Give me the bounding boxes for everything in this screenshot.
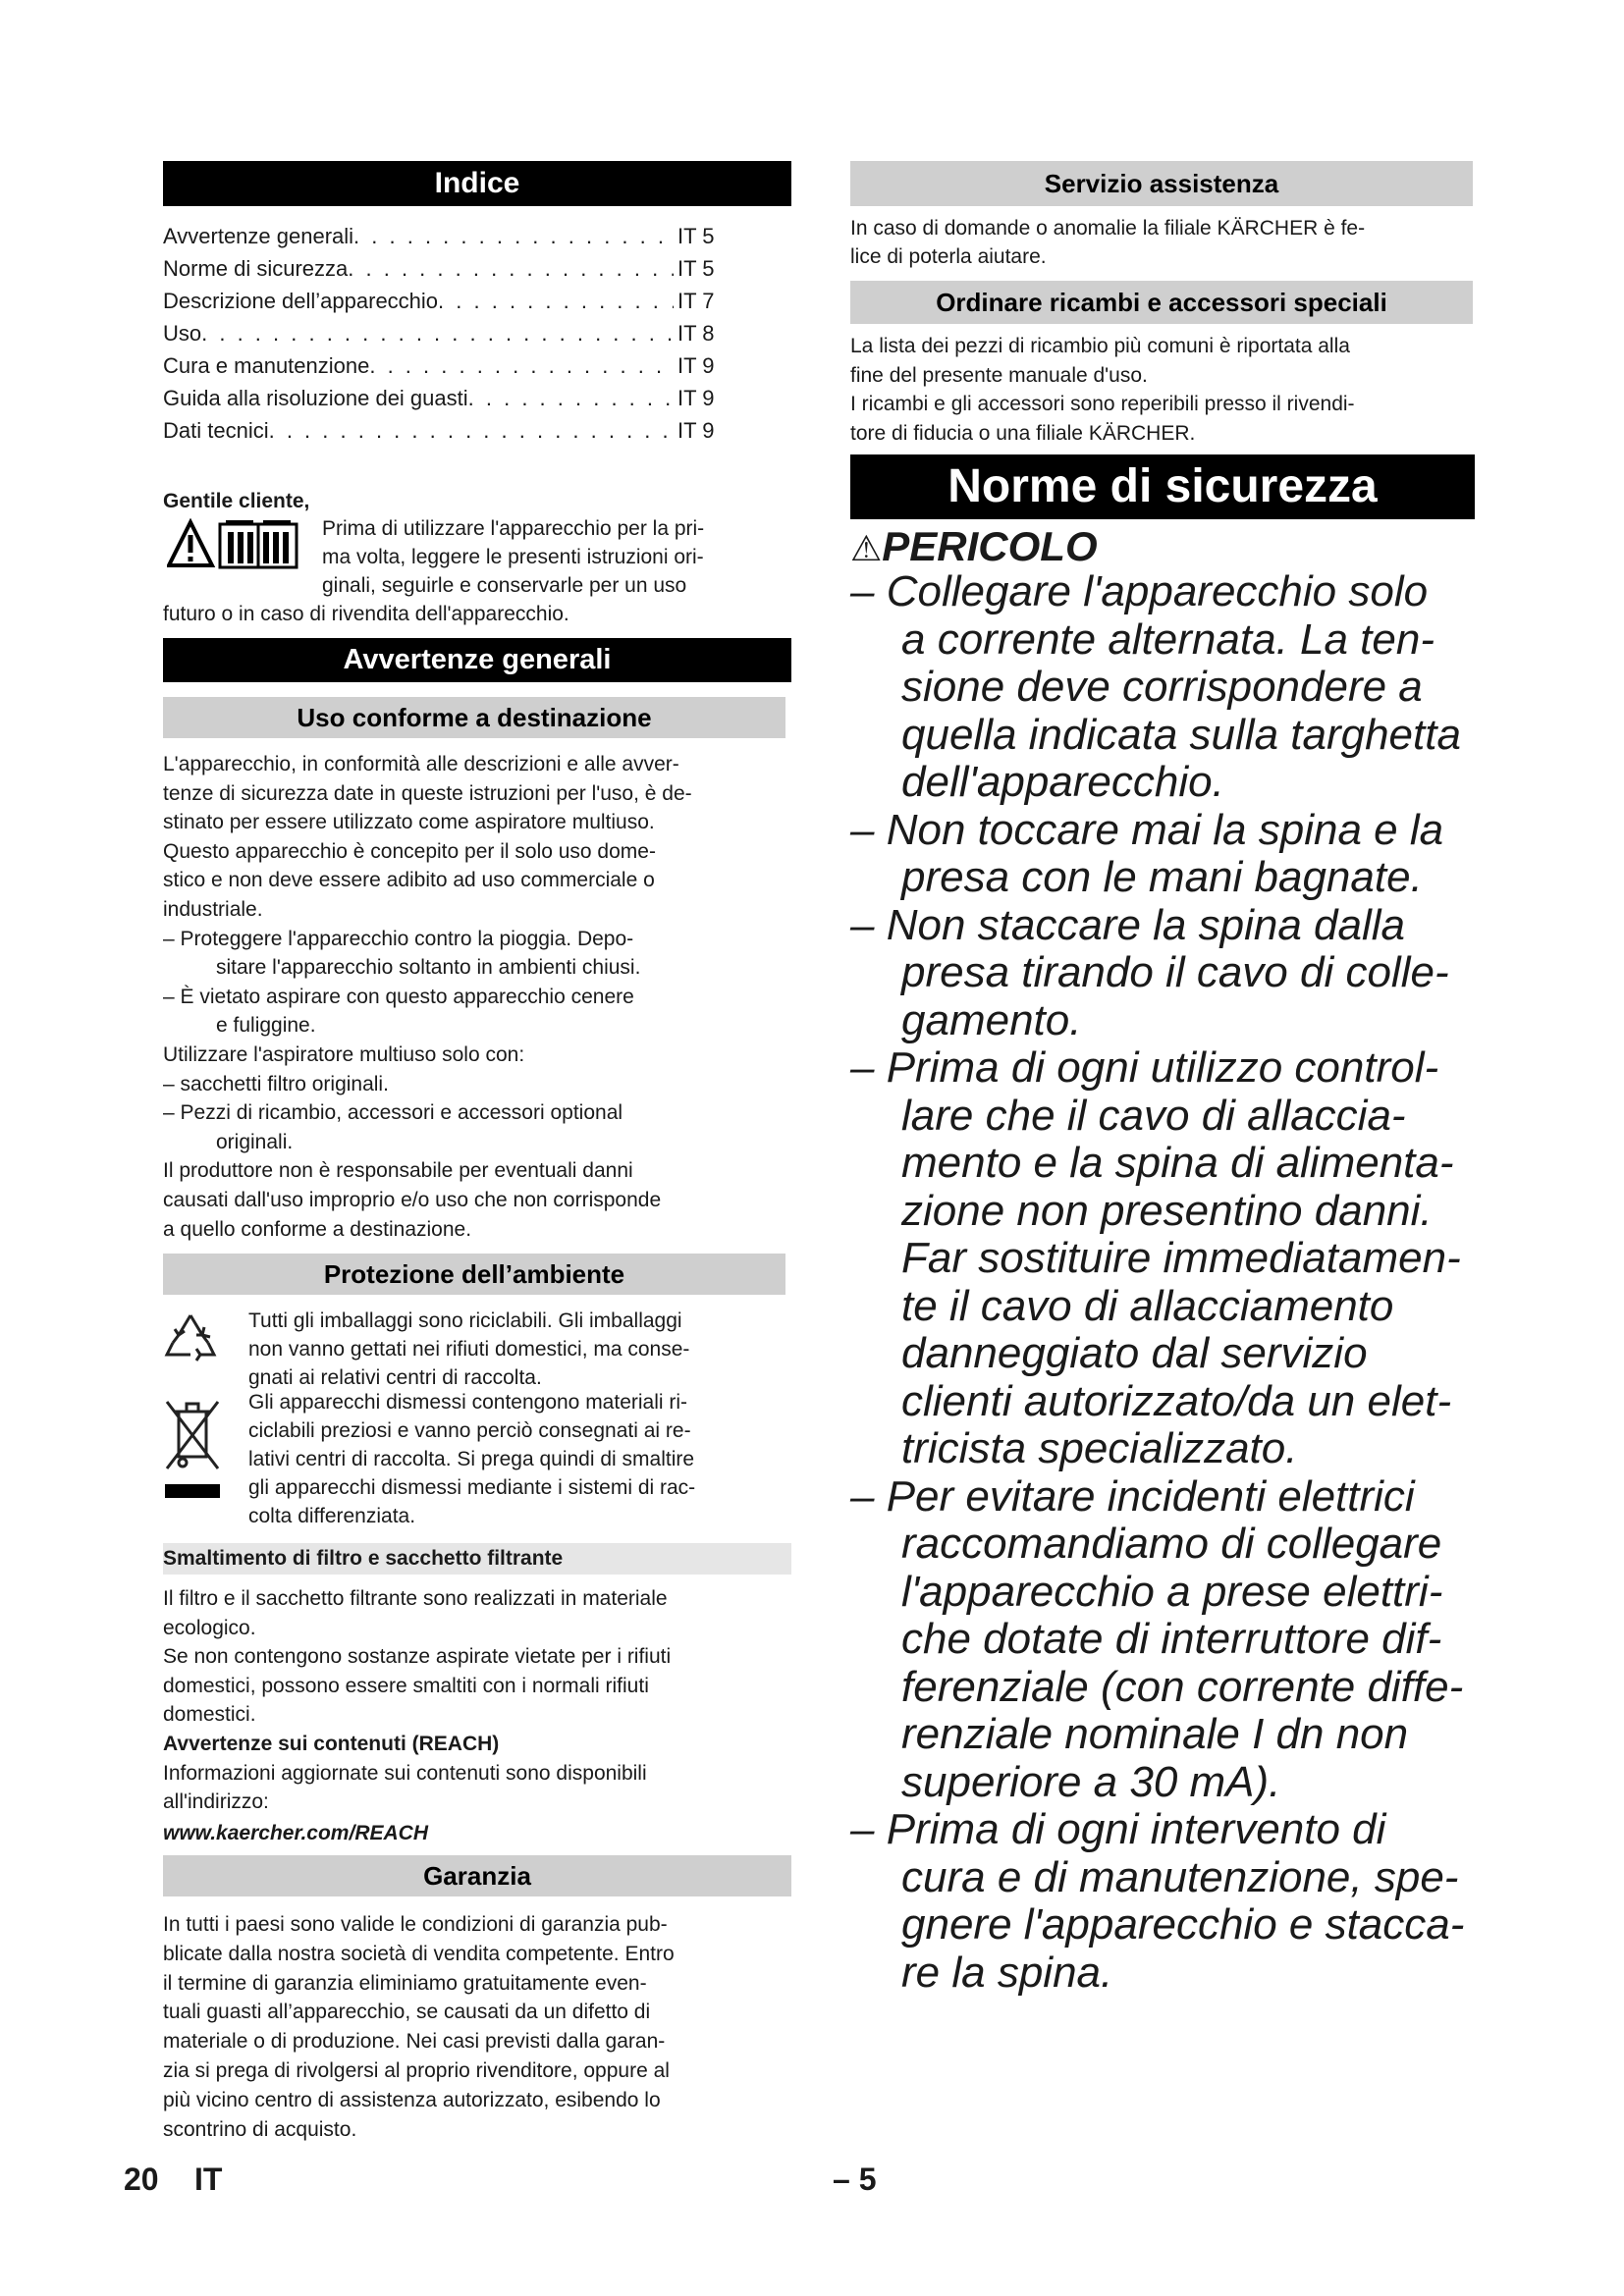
toc-page: IT 9 bbox=[677, 418, 715, 443]
filter-disposal-text bbox=[163, 1584, 791, 1847]
subsection-title-parts: Ordinare ricambi e accessori speciali bbox=[850, 281, 1473, 324]
bullet-line: – Pezzi di ricambio, accessori e accessori optional bbox=[163, 1101, 623, 1125]
danger-item-line: – Non staccare la spina dalla bbox=[850, 900, 1405, 949]
toc-entry[interactable] bbox=[163, 220, 723, 252]
toc-label: Avvertenze generali bbox=[163, 224, 354, 248]
danger-item-line: re la spina. bbox=[901, 1948, 1113, 1997]
danger-item-line: raccomandiamo di collegare bbox=[901, 1520, 1442, 1568]
text-line: più vicino centro di assistenza autorizzato, esibendo lo bbox=[163, 2088, 661, 2111]
environment-weee-text bbox=[248, 1388, 798, 1530]
text-line: Se non contengono sostanze aspirate vietate per i rifiuti bbox=[163, 1645, 672, 1669]
danger-item-line: che dotate di interruttore dif- bbox=[901, 1615, 1442, 1663]
text-line: ma volta, leggere le presenti istruzioni ori- bbox=[322, 546, 704, 568]
subsection-title-service: Servizio assistenza bbox=[850, 161, 1473, 206]
danger-item-line: danneggiato dal servizio bbox=[901, 1329, 1368, 1377]
language-code: IT bbox=[194, 2162, 223, 2197]
toc-label: Dati tecnici bbox=[163, 418, 269, 443]
recycle-icon bbox=[163, 1309, 218, 1375]
danger-item-line: gnere l'apparecchio e stacca- bbox=[901, 1900, 1465, 1949]
greeting-last-line: futuro o in caso di rivendita dell'apparecchio. bbox=[163, 603, 569, 625]
text-line: gnati ai relativi centri di raccolta. bbox=[248, 1366, 542, 1389]
text-line: Informazioni aggiornate sui contenuti sono disponibili bbox=[163, 1761, 647, 1785]
danger-item-line: te il cavo di allacciamento bbox=[901, 1281, 1394, 1330]
danger-item-line: zione non presentino danni. bbox=[901, 1186, 1433, 1235]
text-line: industriale. bbox=[163, 897, 263, 921]
danger-item-line: ferenziale (con corrente diffe- bbox=[901, 1662, 1464, 1711]
text-line: lativi centri di raccolta. Si prega quindi di smaltire bbox=[248, 1448, 695, 1470]
bullet-continuation: e fuliggine. bbox=[216, 1014, 316, 1038]
text-line: I ricambi e gli accessori sono reperibili presso il rivendi- bbox=[850, 393, 1355, 415]
danger-item-line: presa con le mani bagnate. bbox=[901, 853, 1423, 901]
text-line: ciclabili preziosi e vanno perciò consegnati ai re- bbox=[248, 1419, 691, 1442]
danger-item-line: presa tirando il cavo di colle- bbox=[901, 948, 1449, 996]
text-line: materiale o di produzione. Nei casi previsti dalla garan- bbox=[163, 2030, 666, 2054]
danger-item-line: dell'apparecchio. bbox=[901, 758, 1224, 806]
text-line: In caso di domande o anomalie la filiale KÄRCHER è fe- bbox=[850, 217, 1366, 240]
subsection-title-use: Uso conforme a destinazione bbox=[163, 697, 785, 738]
toc-label: Descrizione dell’apparecchio bbox=[163, 289, 439, 313]
text-line: stico e non deve essere adibito ad uso commerciale o bbox=[163, 869, 655, 892]
danger-item-line: quella indicata sulla targhetta bbox=[901, 710, 1461, 759]
text-line: Utilizzare l'aspiratore multiuso solo con: bbox=[163, 1042, 525, 1066]
bullet-continuation: originali. bbox=[216, 1130, 294, 1153]
toc-label: Guida alla risoluzione dei guasti bbox=[163, 386, 468, 410]
toc-page: IT 9 bbox=[677, 386, 715, 410]
toc-entry[interactable] bbox=[163, 382, 723, 414]
reach-link[interactable]: www.kaercher.com/REACH bbox=[163, 1821, 428, 1844]
toc-entry[interactable] bbox=[163, 285, 723, 317]
danger-item-line: a corrente alternata. La ten- bbox=[901, 614, 1435, 664]
warranty-text bbox=[163, 1910, 791, 2144]
section-title-general: Avvertenze generali bbox=[163, 638, 791, 682]
text-line: scontrino di acquisto. bbox=[163, 2117, 357, 2141]
reach-title: Avvertenze sui contenuti (REACH) bbox=[163, 1732, 500, 1755]
greeting-title: Gentile cliente, bbox=[163, 490, 310, 512]
danger-item-line: Far sostituire immediatamen- bbox=[901, 1234, 1461, 1282]
bullet-line: – È vietato aspirare con questo apparecchio cenere bbox=[163, 985, 634, 1008]
toc-entry[interactable] bbox=[163, 414, 723, 447]
text-line: In tutti i paesi sono valide le condizioni di garanzia pub- bbox=[163, 1913, 668, 1936]
text-line: zia si prega di rivolgersi al proprio rivenditore, oppure al bbox=[163, 2058, 670, 2082]
text-line: tore di fiducia o una filiale KÄRCHER. bbox=[850, 421, 1196, 445]
bullet-continuation: sitare l'apparecchio soltanto in ambienti chiusi. bbox=[216, 956, 641, 980]
bullet-line: – sacchetti filtro originali. bbox=[163, 1072, 389, 1095]
text-line: all'indirizzo: bbox=[163, 1790, 269, 1814]
danger-item-line: cura e di manutenzione, spe- bbox=[901, 1852, 1459, 1901]
text-line: ecologico. bbox=[163, 1616, 256, 1639]
danger-item-line: lare che il cavo di allaccia- bbox=[901, 1091, 1406, 1140]
danger-item-line: – Collegare l'apparecchio solo bbox=[850, 567, 1429, 615]
text-line: Il filtro e il sacchetto filtrante sono realizzati in materiale bbox=[163, 1587, 668, 1610]
toc-label: Uso bbox=[163, 321, 202, 346]
danger-item-line: tricista specializzato. bbox=[901, 1424, 1298, 1472]
danger-label: PERICOLO bbox=[882, 523, 1098, 569]
text-line: blicate dalla nostra società di vendita competente. Entro bbox=[163, 1942, 675, 1965]
toc-page: IT 7 bbox=[677, 289, 715, 313]
text-line: tenze di sicurezza date in queste istruzioni per l'uso, è de- bbox=[163, 781, 692, 805]
page-number-left: 20 bbox=[124, 2162, 159, 2197]
danger-item-line: – Prima di ogni intervento di bbox=[850, 1805, 1386, 1853]
wheelie-bin-crossed-icon bbox=[163, 1398, 222, 1511]
filter-disposal-title: Smaltimento di filtro e sacchetto filtrante bbox=[163, 1543, 791, 1575]
page-number-center: – 5 bbox=[833, 2162, 877, 2197]
toc-page: IT 5 bbox=[677, 224, 715, 248]
danger-item-line: mento e la spina di alimenta- bbox=[901, 1139, 1454, 1187]
toc-entry[interactable] bbox=[163, 317, 723, 349]
danger-heading bbox=[850, 522, 1098, 573]
danger-item-line: clienti autorizzato/da un elet- bbox=[901, 1376, 1452, 1425]
text-line: La lista dei pezzi di ricambio più comuni è riportata alla bbox=[850, 335, 1350, 357]
toc-page: IT 5 bbox=[677, 256, 715, 281]
subsection-title-warranty: Garanzia bbox=[163, 1855, 791, 1896]
text-line: Tutti gli imballaggi sono riciclabili. Gli imballaggi bbox=[248, 1309, 682, 1332]
danger-item-line: – Per evitare incidenti elettrici bbox=[850, 1471, 1415, 1521]
danger-item-line: – Prima di ogni utilizzo control- bbox=[850, 1043, 1439, 1092]
toc-page: IT 9 bbox=[677, 353, 715, 378]
danger-item-line: superiore a 30 mA). bbox=[901, 1757, 1281, 1806]
toc-title: Indice bbox=[163, 161, 791, 206]
text-line: fine del presente manuale d'uso. bbox=[850, 363, 1148, 387]
text-line: domestici. bbox=[163, 1703, 256, 1727]
toc-entry[interactable] bbox=[163, 349, 723, 382]
text-line: stinato per essere utilizzato come aspiratore multiuso. bbox=[163, 811, 655, 834]
text-line: non vanno gettati nei rifiuti domestici, ma conse- bbox=[248, 1338, 690, 1361]
danger-item-line: renziale nominale I dn non bbox=[901, 1710, 1409, 1758]
section-title-safety: Norme di sicurezza bbox=[850, 454, 1475, 519]
text-line: ginali, seguirle e conservarle per un uso bbox=[322, 574, 687, 597]
text-line: Il produttore non è responsabile per eventuali danni bbox=[163, 1159, 633, 1183]
use-section-body bbox=[163, 750, 791, 1244]
danger-item-line: gamento. bbox=[901, 995, 1082, 1044]
table-of-contents bbox=[163, 220, 723, 447]
danger-item-line: l'apparecchio a prese elettri- bbox=[901, 1567, 1443, 1616]
toc-page: IT 8 bbox=[677, 321, 715, 346]
text-line: Gli apparecchi dismessi contengono materiali ri- bbox=[248, 1391, 688, 1414]
toc-label: Norme di sicurezza bbox=[163, 256, 349, 281]
text-line: il termine di garanzia eliminiamo gratuitamente even- bbox=[163, 1971, 647, 1995]
warning-icon: ⚠ bbox=[850, 528, 883, 568]
text-line: tuali guasti all’apparecchio, se causati da un difetto di bbox=[163, 2001, 651, 2024]
danger-list bbox=[850, 568, 1479, 1997]
toc-entry[interactable] bbox=[163, 252, 723, 285]
text-line: a quello conforme a destinazione. bbox=[163, 1217, 472, 1241]
text-line: domestici, possono essere smaltiti con i normali rifiuti bbox=[163, 1674, 649, 1697]
service-text bbox=[850, 214, 1479, 271]
text-line: L'apparecchio, in conformità alle descrizioni e alle avver- bbox=[163, 753, 679, 775]
text-line: lice di poterla aiutare. bbox=[850, 245, 1047, 268]
danger-item-line: sione deve corrispondere a bbox=[901, 663, 1423, 711]
text-line: colta differenziata. bbox=[248, 1505, 416, 1527]
text-line: causati dall'uso improprio e/o uso che non corrisponde bbox=[163, 1188, 662, 1211]
text-line: Prima di utilizzare l'apparecchio per la pri- bbox=[322, 517, 705, 540]
toc-label: Cura e manutenzione bbox=[163, 353, 370, 378]
environment-packaging-text bbox=[248, 1307, 798, 1392]
danger-item-line: – Non toccare mai la spina e la bbox=[850, 805, 1444, 854]
bullet-line: – Proteggere l'apparecchio contro la pioggia. Depo- bbox=[163, 927, 634, 950]
manual-book-icon bbox=[218, 518, 300, 576]
text-line: gli apparecchi dismessi mediante i sistemi di rac- bbox=[248, 1476, 696, 1499]
subsection-title-environment: Protezione dell’ambiente bbox=[163, 1254, 785, 1295]
text-line: Questo apparecchio è concepito per il solo uso dome- bbox=[163, 839, 656, 863]
greeting-text bbox=[322, 514, 793, 600]
parts-text bbox=[850, 332, 1479, 448]
